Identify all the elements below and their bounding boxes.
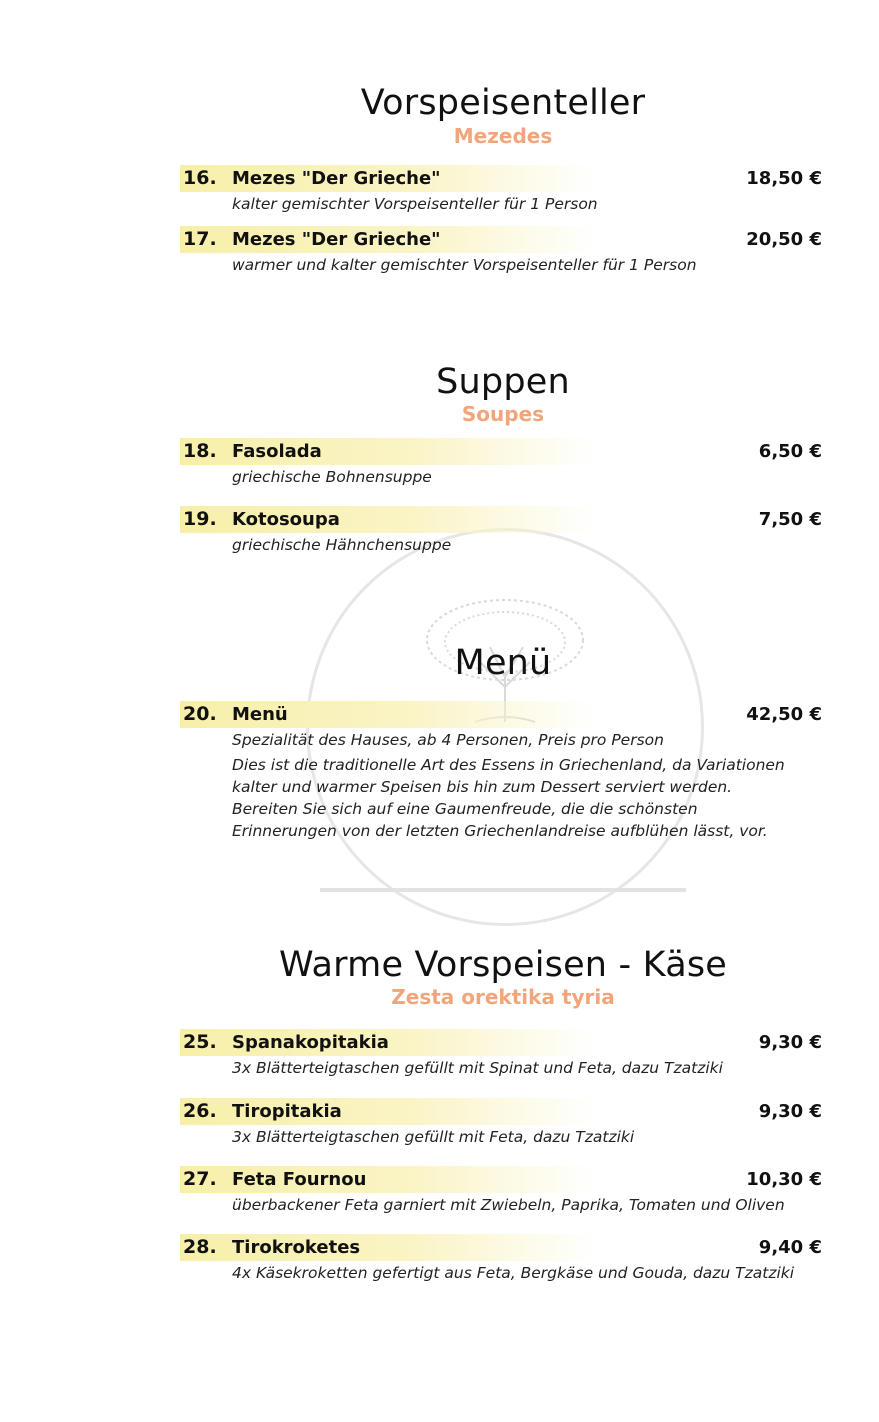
item-number: 17. [183, 228, 217, 250]
item-price: 6,50 € [758, 441, 822, 462]
item-description [232, 729, 830, 842]
item-name: Menü [232, 704, 288, 725]
item-name: Mezes "Der Grieche" [232, 168, 441, 189]
item-description: griechische Bohnensuppe [232, 468, 432, 486]
section-title-suppen: Suppen [436, 362, 570, 402]
section-title-warme-vorspeisen: Warme Vorspeisen - Käse [278, 945, 728, 985]
item-price: 9,30 € [758, 1032, 822, 1053]
item-number: 20. [183, 703, 217, 725]
item-price: 18,50 € [746, 168, 822, 189]
item-number: 26. [183, 1100, 217, 1122]
item-price: 9,30 € [758, 1101, 822, 1122]
item-highlight-bar [180, 165, 700, 192]
item-name: Fasolada [232, 441, 322, 462]
item-highlight-bar [180, 1166, 700, 1193]
item-description: warmer und kalter gemischter Vorspeisenteller für 1 Person [232, 256, 697, 274]
item-price: 42,50 € [746, 704, 822, 725]
section-subtitle-soupes: Soupes [461, 402, 545, 426]
description-line: Erinnerungen von der letzten Griechenlandreise aufblühen lässt, vor. [232, 822, 768, 840]
item-price: 10,30 € [746, 1169, 822, 1190]
menu-item-16 [180, 165, 830, 215]
item-number: 27. [183, 1168, 217, 1190]
item-name: Mezes "Der Grieche" [232, 229, 441, 250]
item-description: griechische Hähnchensuppe [232, 536, 452, 554]
menu-item-27 [180, 1166, 830, 1216]
item-number: 18. [183, 440, 217, 462]
item-description: 4x Käsekroketten gefertigt aus Feta, Bergkäse und Gouda, dazu Tzatziki [232, 1264, 795, 1282]
menu-item-19 [180, 506, 830, 556]
section-subtitle-mezedes: Mezedes [453, 124, 553, 148]
item-price: 20,50 € [746, 229, 822, 250]
item-description: überbackener Feta garniert mit Zwiebeln, Paprika, Tomaten und Oliven [232, 1196, 785, 1214]
section-title-vorspeisenteller: Vorspeisenteller [360, 83, 646, 123]
section-subtitle-zesta: Zesta orektika tyria [391, 985, 615, 1009]
item-name: Tirokroketes [232, 1237, 361, 1258]
item-number: 19. [183, 508, 217, 530]
item-highlight-bar [180, 438, 700, 465]
item-name: Feta Fournou [232, 1169, 367, 1190]
item-highlight-bar [180, 1029, 700, 1056]
description-line: kalter und warmer Speisen bis hin zum Dessert serviert werden. [232, 778, 733, 796]
item-number: 28. [183, 1236, 217, 1258]
item-name: Spanakopitakia [232, 1032, 389, 1053]
menu-item-26 [180, 1098, 830, 1148]
item-highlight-bar [180, 701, 700, 728]
item-highlight-bar [180, 1098, 700, 1125]
menu-item-20 [180, 701, 830, 842]
menu-item-18 [180, 438, 830, 488]
item-highlight-bar [180, 1234, 700, 1261]
watermark-divider [320, 888, 686, 892]
item-name: Tiropitakia [232, 1101, 342, 1122]
item-description: 3x Blätterteigtaschen gefüllt mit Feta, dazu Tzatziki [232, 1128, 635, 1146]
section-title-menue: Menü [454, 643, 552, 683]
item-price: 9,40 € [758, 1237, 822, 1258]
item-highlight-bar [180, 506, 700, 533]
menu-item-25 [180, 1029, 830, 1079]
item-price: 7,50 € [758, 509, 822, 530]
item-description: kalter gemischter Vorspeisenteller für 1 Person [232, 195, 598, 213]
description-line: Spezialität des Hauses, ab 4 Personen, Preis pro Person [232, 731, 664, 749]
menu-item-17 [180, 226, 830, 276]
item-name: Kotosoupa [232, 509, 340, 530]
item-number: 16. [183, 167, 217, 189]
description-line: Dies ist die traditionelle Art des Essens in Griechenland, da Variationen [232, 756, 785, 774]
item-number: 25. [183, 1031, 217, 1053]
item-highlight-bar [180, 226, 700, 253]
menu-item-28 [180, 1234, 830, 1284]
item-description: 3x Blätterteigtaschen gefüllt mit Spinat und Feta, dazu Tzatziki [232, 1059, 723, 1077]
description-line: Bereiten Sie sich auf eine Gaumenfreude, die die schönsten [232, 800, 698, 818]
